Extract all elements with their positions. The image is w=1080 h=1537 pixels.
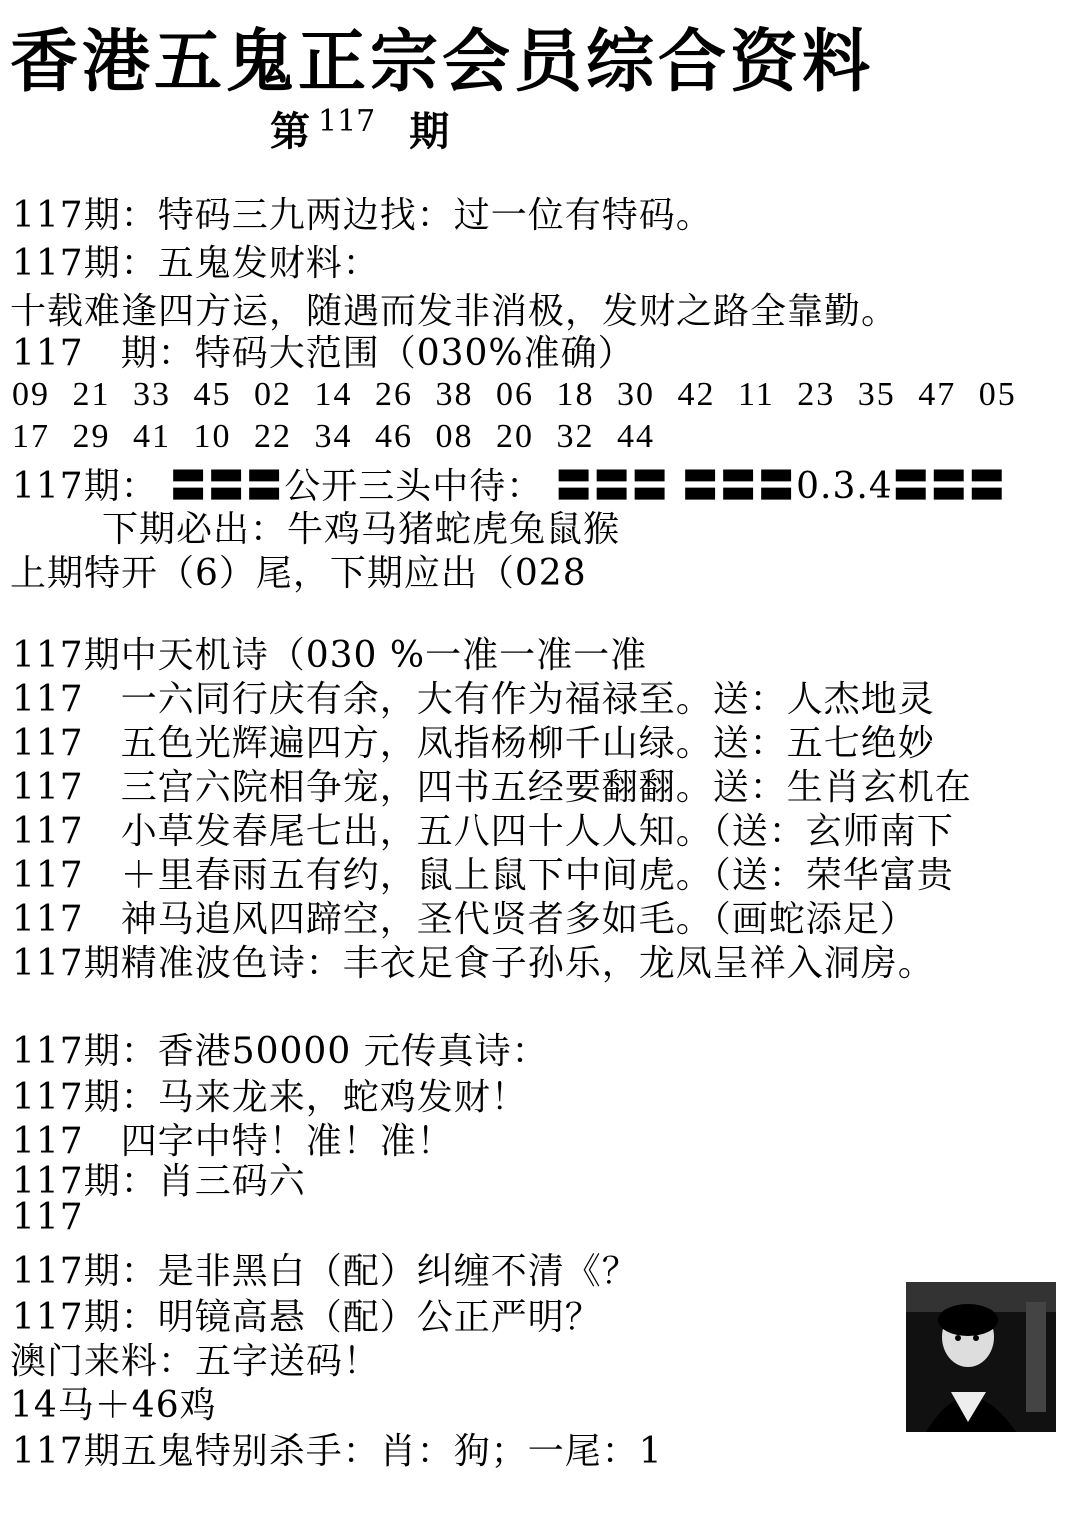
issue-prefix: 第 <box>270 108 310 155</box>
line-macau-source: 澳门来料：五字送码！ <box>10 1341 381 1382</box>
number-cell: 42 <box>677 376 738 413</box>
number-cell: 38 <box>435 376 496 413</box>
issue-number <box>270 100 449 157</box>
number-cell: 09 <box>12 376 73 413</box>
number-cell: 11 <box>738 376 798 413</box>
number-cell: 21 <box>72 376 133 413</box>
number-cell: 23 <box>797 376 858 413</box>
line-three-codes: 117期：肖三码六 <box>12 1161 306 1202</box>
number-cell: 41 <box>133 418 194 455</box>
bar-glyphs-2: 〓〓〓 <box>555 465 670 507</box>
number-row-1 <box>12 376 1078 414</box>
number-cell: 46 <box>375 418 436 455</box>
number-cell: 45 <box>193 376 254 413</box>
line-three-heads <box>12 464 1007 509</box>
number-cell: 10 <box>193 418 254 455</box>
number-row-2-values <box>12 418 655 455</box>
three-heads-value: 0.3.4 <box>796 466 893 507</box>
line-wugui-fortune: 117期：五鬼发财料： <box>12 243 380 284</box>
number-row-1-values <box>12 376 1017 413</box>
number-cell: 20 <box>496 418 557 455</box>
line-fortune-poem: 十载难逢四方运，随遇而发非消极，发财之路全靠勤。 <box>10 291 899 332</box>
line-hk-fax-poem: 117期：香港50000 元传真诗： <box>12 1031 549 1072</box>
number-cell: 32 <box>556 418 617 455</box>
line-right-wrong: 117期：是非黑白（配）纠缠不清《？ <box>12 1251 639 1292</box>
poem-line-4: 117 小草发春尾七出，五八四十人人知。（送：玄师南下 <box>12 811 954 852</box>
poem-line-6: 117 神马追风四蹄空，圣代贤者多如毛。（画蛇添足） <box>12 899 917 940</box>
number-cell: 26 <box>375 376 436 413</box>
number-row-2 <box>12 418 1078 456</box>
poem-line-3: 117 三宫六院相争宠，四书五经要翻翻。送：生肖玄机在 <box>12 767 972 808</box>
number-cell: 14 <box>314 376 375 413</box>
number-cell: 06 <box>496 376 557 413</box>
number-cell: 35 <box>857 376 919 413</box>
number-cell: 17 <box>12 418 73 455</box>
number-cell: 08 <box>435 418 496 455</box>
poem-line-5: 117 ＋里春雨五有约，鼠上鼠下中间虎。（送：荣华富贵 <box>12 855 954 896</box>
three-heads-prefix: 117期： <box>12 466 158 507</box>
line-color-poem: 117期精准波色诗：丰衣足食子孙乐，龙凤呈祥入洞房。 <box>12 943 935 984</box>
line-horse-chicken: 14马＋46鸡 <box>10 1385 217 1426</box>
number-cell: 02 <box>254 376 315 413</box>
portrait-photo-icon <box>906 1282 1056 1432</box>
line-next-zodiac: 下期必出：牛鸡马猪蛇虎兔鼠猴 <box>102 509 621 550</box>
poem-line-2: 117 五色光辉遍四方，凤指杨柳千山绿。送：五七绝妙 <box>12 723 935 764</box>
issue-value: 117 <box>318 104 376 139</box>
line-tail-forecast: 上期特开（6）尾，下期应出（028 <box>10 553 587 594</box>
issue-suffix: 期 <box>409 108 450 155</box>
line-stray-number: 117 <box>12 1197 84 1238</box>
poem-line-1: 117 一六同行庆有余，大有作为福禄至。送：人杰地灵 <box>12 679 935 720</box>
line-four-words: 117 四字中特！准！准！ <box>12 1121 454 1162</box>
three-heads-label: 公开三头中待： <box>284 466 544 507</box>
number-cell: 47 <box>918 376 979 413</box>
bar-glyphs-1: 〓〓〓 <box>170 465 285 507</box>
line-mirror: 117期：明镜高悬（配）公正严明？ <box>12 1297 602 1338</box>
number-cell: 34 <box>314 418 375 455</box>
line-horse-dragon: 117期：马来龙来，蛇鸡发财！ <box>12 1077 528 1118</box>
number-cell: 29 <box>72 418 133 455</box>
number-cell: 33 <box>133 376 194 413</box>
bar-glyphs-4: 〓〓〓 <box>892 465 1007 507</box>
line-heaven-poem-heading: 117期中天机诗（030 %一准一准一准 <box>12 635 648 676</box>
number-cell: 18 <box>556 376 617 413</box>
line-killer: 117期五鬼特别杀手：肖：狗；一尾：1 <box>12 1431 663 1472</box>
line-special-code-hint: 117期：特码三九两边找：过一位有特码。 <box>12 195 713 236</box>
bar-glyphs-3: 〓〓〓 <box>682 465 797 507</box>
number-cell: 44 <box>617 418 655 455</box>
number-cell: 30 <box>617 376 678 413</box>
line-range-heading: 117 期：特码大范围（030%准确） <box>12 333 635 374</box>
page-title: 香港五鬼正宗会员综合资料 <box>10 22 875 102</box>
number-cell: 22 <box>254 418 315 455</box>
number-cell: 05 <box>978 376 1017 413</box>
